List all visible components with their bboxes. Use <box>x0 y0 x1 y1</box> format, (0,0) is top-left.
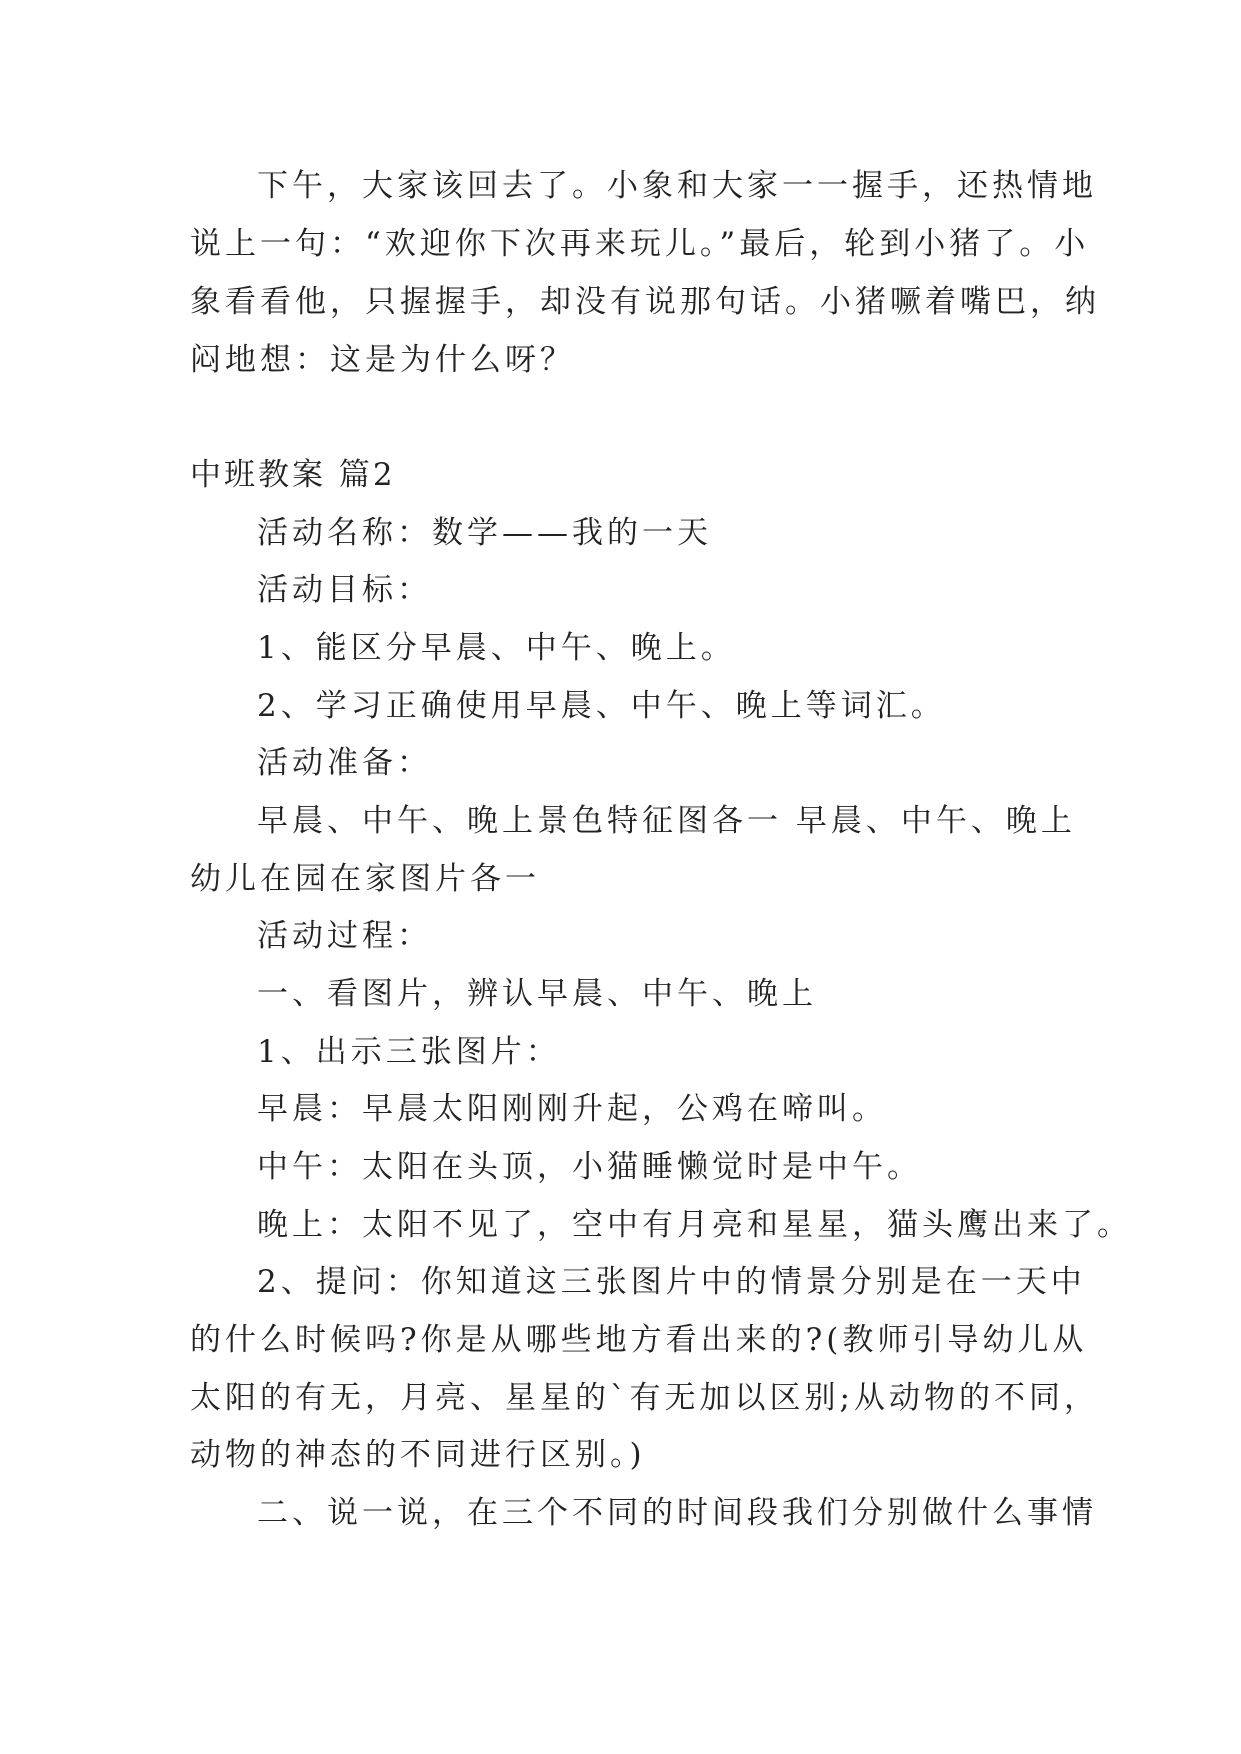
question-line-4: 动物的神态的不同进行区别。) <box>190 1437 646 1473</box>
question-line-3: 太阳的有无，月亮、星星的`有无加以区别;从动物的不同， <box>190 1380 1099 1416</box>
story-line-1: 下午，大家该回去了。小象和大家一一握手，还热情地 <box>257 168 1097 204</box>
morning-description: 早晨：早晨太阳刚刚升起，公鸡在啼叫。 <box>257 1091 887 1127</box>
goals-label: 活动目标： <box>257 572 432 608</box>
prep-line-2: 幼儿在园在家图片各一 <box>190 861 540 897</box>
step1-title: 一、看图片，辨认早晨、中午、晚上 <box>257 976 817 1012</box>
night-description: 晚上：太阳不见了，空中有月亮和星星，猫头鹰出来了。 <box>257 1207 1132 1243</box>
story-line-2: 说上一句：“欢迎你下次再来玩儿。”最后，轮到小猪了。小 <box>190 226 1090 262</box>
goal-item-2: 2、学习正确使用早晨、中午、晚上等词汇。 <box>257 688 946 724</box>
section-heading: 中班教案 篇2 <box>190 457 396 493</box>
activity-name: 活动名称：数学——我的一天 <box>257 515 712 551</box>
story-line-4: 闷地想：这是为什么呀？ <box>190 342 575 378</box>
question-line-1: 2、提问：你知道这三张图片中的情景分别是在一天中 <box>257 1264 1086 1300</box>
step1-sub: 1、出示三张图片： <box>257 1034 561 1070</box>
story-line-3: 象看看他，只握握手，却没有说那句话。小猪噘着嘴巴，纳 <box>190 284 1100 320</box>
process-label: 活动过程： <box>257 918 432 954</box>
question-line-2: 的什么时候吗?你是从哪些地方看出来的?(教师引导幼儿从 <box>190 1322 1088 1358</box>
noon-description: 中午：太阳在头顶，小猫睡懒觉时是中午。 <box>257 1149 922 1185</box>
goal-item-1: 1、能区分早晨、中午、晚上。 <box>257 630 736 666</box>
prep-label: 活动准备： <box>257 745 432 781</box>
prep-line-1: 早晨、中午、晚上景色特征图各一 早晨、中午、晚上 <box>257 803 1076 839</box>
step2-title: 二、说一说，在三个不同的时间段我们分别做什么事情 <box>257 1495 1097 1531</box>
